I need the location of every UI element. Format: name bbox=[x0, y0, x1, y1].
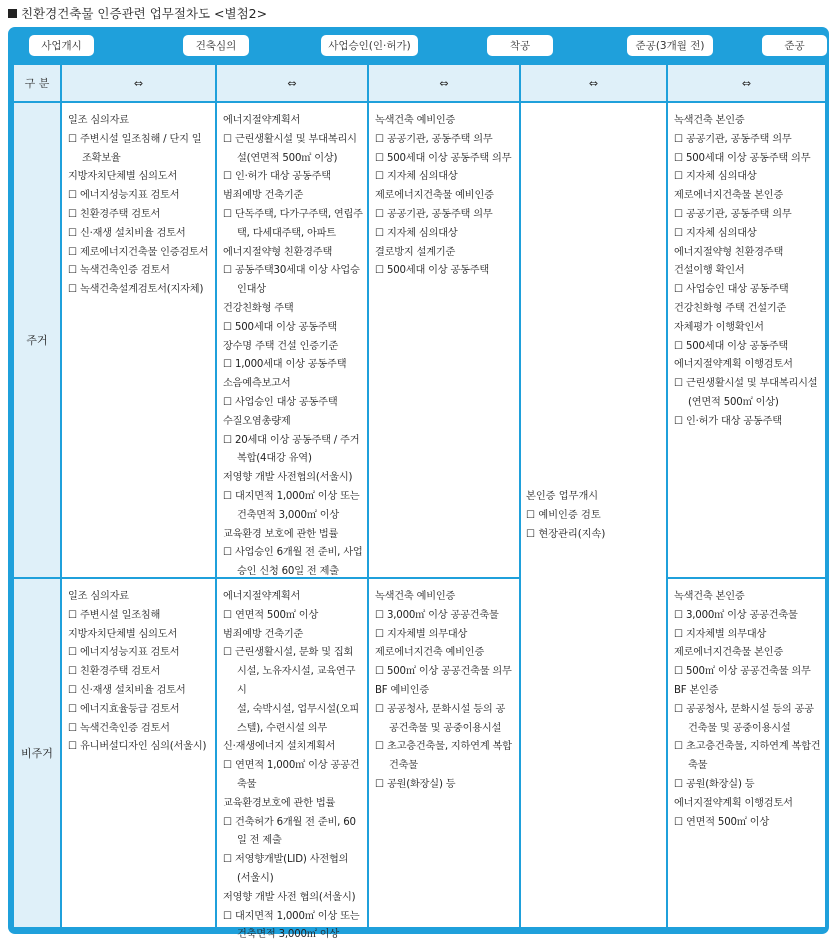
section-line: 공건축물 및 공중이용시설 bbox=[389, 722, 502, 734]
checkbox-item: ☐ 초고층건축물, 지하연계 복합 bbox=[375, 741, 512, 753]
section-line: 시설, 노유자시설, 교육연구시 bbox=[237, 666, 356, 696]
row-label-nonresidential: 비주거 bbox=[14, 579, 60, 927]
checkbox-item: ☐ 공공기관, 공동주택 의무 bbox=[674, 133, 792, 145]
section-line: 범죄예방 건축기준 bbox=[223, 628, 304, 640]
stage-construction-start: 착공 bbox=[487, 35, 553, 56]
section-line: 에너지절약계획서 bbox=[223, 115, 301, 126]
section-line: 제로에너지건축물 본인증 bbox=[674, 647, 784, 659]
checkbox-item: ☐ 신·재생 설치비율 검토서 bbox=[68, 684, 186, 696]
checkbox-item: ☐ 사업승인 대상 공동주택 bbox=[674, 284, 789, 296]
checkbox-item: ☐ 지자체 심의대상 bbox=[375, 171, 458, 183]
nonresidential-main-cert-cell bbox=[668, 579, 825, 927]
checkbox-item: ☐ 공공기관, 공동주택 의무 bbox=[375, 133, 493, 145]
section-line: 저영향 개발 사전 협의(서울시) bbox=[223, 891, 356, 903]
checkbox-item: ☐ 3,000㎡ 이상 공공건축물 bbox=[674, 609, 798, 621]
checkbox-item: ☐ 신·재생 설치비율 검토서 bbox=[68, 227, 186, 239]
section-line: 승인 신청 60일 전 제출 bbox=[237, 566, 339, 578]
section-line: 스텔), 수련시설 의무 bbox=[237, 722, 328, 734]
stage-completion: 준공 bbox=[762, 35, 827, 56]
residential-preliminary-cert-cell bbox=[369, 103, 519, 577]
checkbox-item: ☐ 녹색건축인증 검토서 bbox=[68, 265, 170, 277]
checkbox-item: ☐ 공공청사, 문화시설 등의 공 bbox=[375, 703, 506, 715]
section-line: 건축면적 3,000㎡ 이상 bbox=[237, 929, 340, 941]
section-line: 조확보율 bbox=[82, 152, 121, 164]
checkbox-item: ☐ 공원(화장실) 등 bbox=[674, 778, 755, 790]
section-line: BF 예비인증 bbox=[375, 684, 430, 696]
checkbox-item: ☐ 공공청사, 문화시설 등의 공공 bbox=[674, 703, 814, 715]
checkbox-item: ☐ 단독주택, 다가구주택, 연립주 bbox=[223, 208, 363, 220]
section-line: 축물 bbox=[237, 778, 257, 790]
checkbox-item: ☐ 500㎡ 이상 공공건축물 의무 bbox=[375, 666, 512, 678]
checkbox-item: ☐ 500세대 이상 공동주택 의무 bbox=[375, 152, 512, 164]
section-line: (연면적 500㎡ 이상) bbox=[688, 396, 779, 408]
section-line: 지방자치단체별 심의도서 bbox=[68, 171, 178, 183]
checkbox-item: ☐ 현장관리(지속) bbox=[526, 528, 606, 540]
checkbox-item: ☐ 건축허가 6개월 전 준비, 60 bbox=[223, 816, 356, 828]
section-line: 일 전 제출 bbox=[237, 835, 282, 847]
section-line: 녹색건축 본인증 bbox=[674, 115, 745, 126]
section-line: 소음예측보고서 bbox=[223, 378, 291, 390]
residential-main-cert-cell bbox=[668, 103, 825, 577]
checkbox-item: ☐ 녹색건축설계검토서(지자체) bbox=[68, 284, 204, 296]
checkbox-item: ☐ 공공기관, 공동주택 의무 bbox=[375, 208, 493, 220]
row-label-residential: 주거 bbox=[14, 103, 60, 577]
checkbox-item: ☐ 지자체 심의대상 bbox=[674, 227, 757, 239]
page-title bbox=[8, 4, 267, 22]
section-line: 택, 다세대주택, 아파트 bbox=[237, 227, 336, 239]
section-line: 결로방지 설계기준 bbox=[375, 246, 456, 258]
checkbox-item: ☐ 주변시설 일조침해 bbox=[68, 609, 161, 621]
checkbox-item: ☐ 근린생활시설, 문화 및 집회 bbox=[223, 647, 354, 659]
section-line: 에너지절약형 친환경주택 bbox=[674, 246, 784, 258]
checkbox-item: ☐ 대지면적 1,000㎡ 이상 또는 bbox=[223, 490, 360, 502]
checkbox-item: ☐ 인·허가 대상 공동주택 bbox=[223, 171, 331, 183]
section-line: 에너지절약계획서 bbox=[223, 591, 301, 602]
checkbox-item: ☐ 초고층건축물, 지하연계 복합건 bbox=[674, 741, 821, 753]
page-title-text: 친환경건축물 인증관련 업무절차도 <별첨2> bbox=[21, 6, 268, 21]
stage-project-approval: 사업승인(인·허가) bbox=[321, 35, 418, 56]
checkbox-item: ☐ 사업승인 6개월 전 준비, 사업 bbox=[223, 547, 363, 559]
section-line: 녹색건축 예비인증 bbox=[375, 591, 456, 602]
checkbox-item: ☐ 친환경주택 검토서 bbox=[68, 208, 161, 220]
section-line: 건설이행 확인서 bbox=[674, 265, 745, 277]
checkbox-item: ☐ 근린생활시설 및 부대복리시설 bbox=[674, 378, 818, 390]
checkbox-item: ☐ 연면적 1,000㎡ 이상 공공건 bbox=[223, 760, 360, 772]
section-line: 건축물 bbox=[389, 760, 418, 772]
section-line: 설(연면적 500㎡ 이상) bbox=[237, 152, 338, 164]
section-line: 지방자치단체별 심의도서 bbox=[68, 628, 178, 640]
section-line: 일조 심의자료 bbox=[68, 591, 129, 602]
section-line: 본인증 업무개시 bbox=[526, 491, 599, 502]
checkbox-item: ☐ 예비인증 검토 bbox=[526, 509, 601, 521]
section-line: 에너지절약계획 이행검토서 bbox=[674, 797, 793, 809]
section-line: 에너지절약형 친환경주택 bbox=[223, 246, 333, 258]
checkbox-item: ☐ 지자체 심의대상 bbox=[674, 171, 757, 183]
section-line: 교육환경 보호에 관한 법률 bbox=[223, 528, 339, 540]
checkbox-item: ☐ 공공기관, 공동주택 의무 bbox=[674, 208, 792, 220]
category-header: 구 분 bbox=[14, 65, 60, 101]
checkbox-item: ☐ 저영향개발(LID) 사전협의 bbox=[223, 854, 349, 866]
checkbox-item: ☐ 지자체 심의대상 bbox=[375, 227, 458, 239]
arrow-header-1: ⇔ bbox=[62, 65, 215, 101]
checkbox-item: ☐ 인·허가 대상 공동주택 bbox=[674, 415, 782, 427]
checkbox-item: ☐ 녹색건축인증 검토서 bbox=[68, 722, 170, 734]
checkbox-item: ☐ 에너지효율등급 검토서 bbox=[68, 703, 180, 715]
section-line: 건강친화형 주택 bbox=[223, 302, 294, 314]
checkbox-item: ☐ 에너지성능지표 검토서 bbox=[68, 190, 180, 202]
arrow-header-3: ⇔ bbox=[369, 65, 519, 101]
section-line: 자체평가 이행확인서 bbox=[674, 321, 764, 333]
section-line: 축물 bbox=[688, 760, 708, 772]
section-line: 건축물 및 공중이용시설 bbox=[688, 722, 791, 734]
checkbox-item: ☐ 주변시설 일조침해 / 단지 일 bbox=[68, 133, 202, 145]
section-line: 교육환경보호에 관한 법률 bbox=[223, 797, 336, 809]
checkbox-item: ☐ 공동주택30세대 이상 사업승 bbox=[223, 265, 360, 277]
section-line: 복합(4대강 유역) bbox=[237, 453, 312, 465]
stage-pre-completion: 준공(3개월 전) bbox=[627, 35, 713, 56]
checkbox-item: ☐ 연면적 500㎡ 이상 bbox=[674, 816, 770, 828]
nonresidential-approval-cell bbox=[217, 579, 367, 941]
checkbox-item: ☐ 공원(화장실) 등 bbox=[375, 778, 456, 790]
section-line: 설, 숙박시설, 업무시설(오피 bbox=[237, 703, 359, 715]
nonresidential-preliminary-cert-cell bbox=[369, 579, 519, 927]
checkbox-item: ☐ 사업승인 대상 공동주택 bbox=[223, 396, 338, 408]
checkbox-item: ☐ 500세대 이상 공동주택 의무 bbox=[674, 152, 811, 164]
section-line: 건축면적 3,000㎡ 이상 bbox=[237, 509, 340, 521]
checkbox-item: ☐ 20세대 이상 공동주택 / 주거 bbox=[223, 434, 360, 446]
arrow-header-2: ⇔ bbox=[217, 65, 367, 101]
checkbox-item: ☐ 연면적 500㎡ 이상 bbox=[223, 609, 319, 621]
checkbox-item: ☐ 근린생활시설 및 부대복리시 bbox=[223, 133, 357, 145]
section-line: 제로에너지건축물 본인증 bbox=[674, 190, 784, 202]
section-line: BF 본인증 bbox=[674, 684, 719, 696]
checkbox-item: ☐ 1,000세대 이상 공동주택 bbox=[223, 359, 347, 371]
stage-business-start: 사업개시 bbox=[29, 35, 94, 56]
section-line: 에너지절약계획 이행검토서 bbox=[674, 359, 793, 371]
section-line: 저영향 개발 사전협의(서울시) bbox=[223, 472, 353, 484]
checkbox-item: ☐ 대지면적 1,000㎡ 이상 또는 bbox=[223, 910, 360, 922]
checkbox-item: ☐ 500세대 이상 공동주택 bbox=[375, 265, 490, 277]
checkbox-item: ☐ 유니버설디자인 심의(서울시) bbox=[68, 741, 207, 753]
residential-approval-cell bbox=[217, 103, 367, 577]
section-line: 범죄예방 건축기준 bbox=[223, 190, 304, 202]
arrow-header-4: ⇔ bbox=[521, 65, 666, 101]
section-line: 수질오염총량제 bbox=[223, 415, 291, 427]
checkbox-item: ☐ 500세대 이상 공동주택 bbox=[674, 340, 789, 352]
checkbox-item: ☐ 500세대 이상 공동주택 bbox=[223, 321, 338, 333]
checkbox-item: ☐ 지자체별 의무대상 bbox=[674, 628, 767, 640]
checkbox-item: ☐ 3,000㎡ 이상 공공건축물 bbox=[375, 609, 499, 621]
checkbox-item: ☐ 에너지성능지표 검토서 bbox=[68, 647, 180, 659]
checkbox-item: ☐ 지자체별 의무대상 bbox=[375, 628, 468, 640]
checkbox-item: ☐ 500㎡ 이상 공공건축물 의무 bbox=[674, 666, 811, 678]
section-line: 일조 심의자료 bbox=[68, 115, 129, 126]
nonresidential-design-review-cell bbox=[62, 579, 215, 927]
section-line: 제로에너지건축물 예비인증 bbox=[375, 190, 494, 202]
construction-phase-content bbox=[521, 488, 608, 544]
checkbox-item: ☐ 친환경주택 검토서 bbox=[68, 666, 161, 678]
section-line: 제로에너지건축 예비인증 bbox=[375, 647, 485, 659]
square-bullet-icon bbox=[8, 9, 17, 18]
arrow-header-5: ⇔ bbox=[668, 65, 825, 101]
section-line: 장수명 주택 건설 인증기준 bbox=[223, 340, 339, 352]
residential-design-review-cell bbox=[62, 103, 215, 577]
section-line: 녹색건축 예비인증 bbox=[375, 115, 456, 126]
section-line: (서울시) bbox=[237, 872, 274, 884]
section-line: 녹색건축 본인증 bbox=[674, 591, 745, 602]
construction-phase-cell bbox=[521, 103, 666, 927]
stage-building-review: 건축심의 bbox=[183, 35, 249, 56]
section-line: 인대상 bbox=[237, 284, 266, 296]
section-line: 건강친화형 주택 건설기준 bbox=[674, 302, 787, 314]
checkbox-item: ☐ 제로에너지건축물 인증검토서 bbox=[68, 246, 209, 258]
section-line: 신·재생에너지 설치계획서 bbox=[223, 741, 336, 753]
